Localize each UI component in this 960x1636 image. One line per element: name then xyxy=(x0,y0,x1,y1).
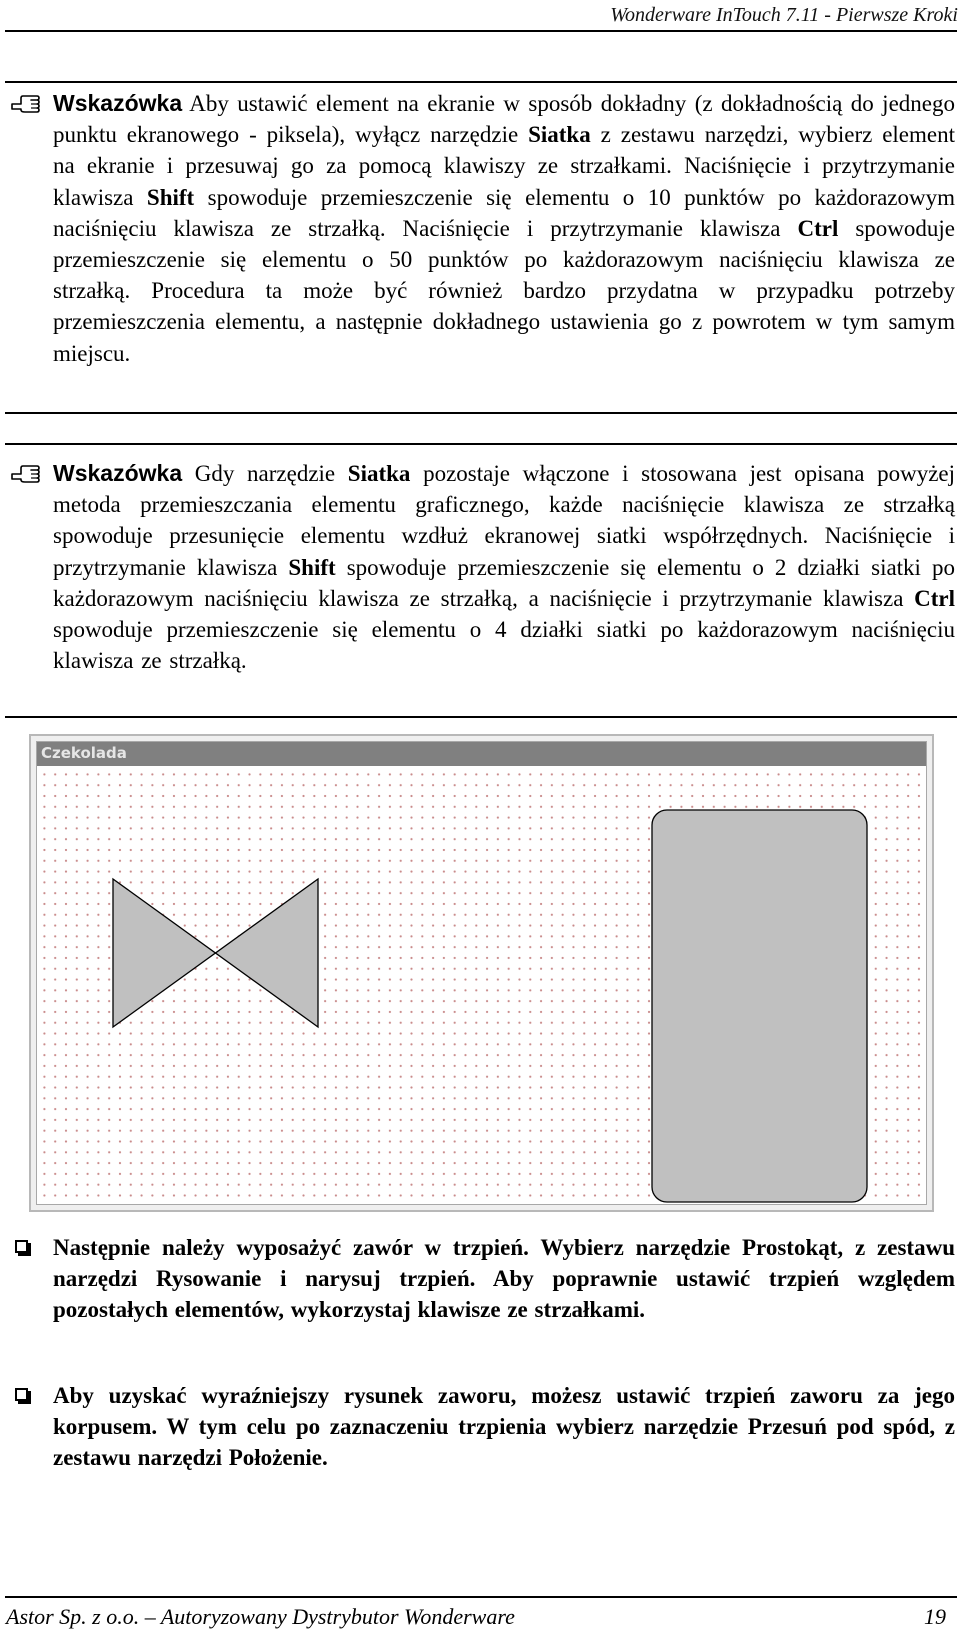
window-titlebar xyxy=(37,742,926,766)
intouch-window-screenshot xyxy=(29,734,934,1212)
valve-bowtie-shape xyxy=(113,879,318,1027)
tip-1 xyxy=(5,88,957,406)
hand-pointer-icon xyxy=(11,92,41,120)
grid-canvas xyxy=(37,767,926,1204)
tip-1-top-rule xyxy=(5,81,957,83)
footer-text: Astor Sp. z o.o. – Autoryzowany Dystrybutor Wonderware xyxy=(6,1604,515,1629)
header-title: Wonderware InTouch 7.11 - Pierwsze Kroki xyxy=(610,4,958,26)
header-rule xyxy=(5,30,957,32)
step-2-text: Aby uzyskać wyraźniejszy rysunek zaworu, możesz ustawić trzpień zaworu za jego korpusem. W tym celu po zaznaczeniu trzpienia wybierz narzędzie Przesuń pod spód, z zestawu narzędzi Położenie. xyxy=(53,1383,955,1471)
tip-2-keyword: Wskazówka xyxy=(53,460,183,486)
tip-1-bottom-rule xyxy=(5,412,957,414)
page-header xyxy=(0,0,960,32)
page-footer xyxy=(0,1594,960,1636)
tip-2 xyxy=(5,458,957,708)
tip-1-text: Wskazówka Aby ustawić element na ekranie w sposób dokładny (z dokładnością do jednego punktu ekranowego - piksela), wyłącz narzędzie Siatka z zestawu narzędzi, wybierz element na ekranie i przesuwaj go za pomocą klawiszy ze strzałkami. Naciśnięcie i przytrzymanie klawisza Shift spowoduje przemieszczenie się elementu o 10 punktów po każdorazowym naciśnięciu klawisza ze strzałką. Naciśnięcie i przytrzymanie klawisza Ctrl spowoduje przemieszczenie się elementu o 50 punktów po każdorazowym naciśnięciu klawisza ze strzałką. Procedura ta może być również bardzo przydatna w przypadku potrzeby przemieszczenia elementu, a następnie dokładnego ustawienia go z powrotem w tym samym miejscu. xyxy=(53,90,956,366)
window-title: Czekolada xyxy=(41,744,127,762)
window-frame xyxy=(36,741,927,1205)
step-1 xyxy=(5,1232,957,1328)
tip-2-bottom-rule xyxy=(5,716,957,718)
hand-pointer-icon xyxy=(11,462,41,490)
tip-2-text: Wskazówka Gdy narzędzie Siatka pozostaje włączone i stosowana jest opisana powyżej metoda przemieszczania elementu graficznego, każde naciśnięcie klawisza ze strzałką spowoduje przesunięcie elementu wzdłuż ekranowej siatki współrzędnych. Naciśnięcie i przytrzymanie klawisza Shift spowoduje przemieszczenie się elementu o 2 działki siatki po każdorazowym naciśnięciu klawisza ze strzałką, a naciśnięcie i przytrzymanie klawisza Ctrl spowoduje przemieszczenie się elementu o 4 działki siatki po każdorazowym naciśnięciu klawisza ze strzałką. xyxy=(53,460,956,674)
step-2 xyxy=(5,1380,957,1476)
checkbox-icon xyxy=(15,1388,28,1401)
checkbox-icon xyxy=(15,1240,28,1253)
tip-1-keyword: Wskazówka xyxy=(53,90,183,116)
tip-2-top-rule xyxy=(5,443,957,445)
page-number: 19 xyxy=(924,1604,946,1629)
step-1-text: Następnie należy wyposażyć zawór w trzpień. Wybierz narzędzie Prostokąt, z zestawu narzędzi Rysowanie i narysuj trzpień. Aby poprawnie ustawić trzpień względem pozostałych elementów, wykorzystaj klawisze ze strzałkami. xyxy=(53,1235,955,1323)
drawing-area xyxy=(37,767,928,1205)
valve-stem-rectangle xyxy=(652,810,867,1202)
